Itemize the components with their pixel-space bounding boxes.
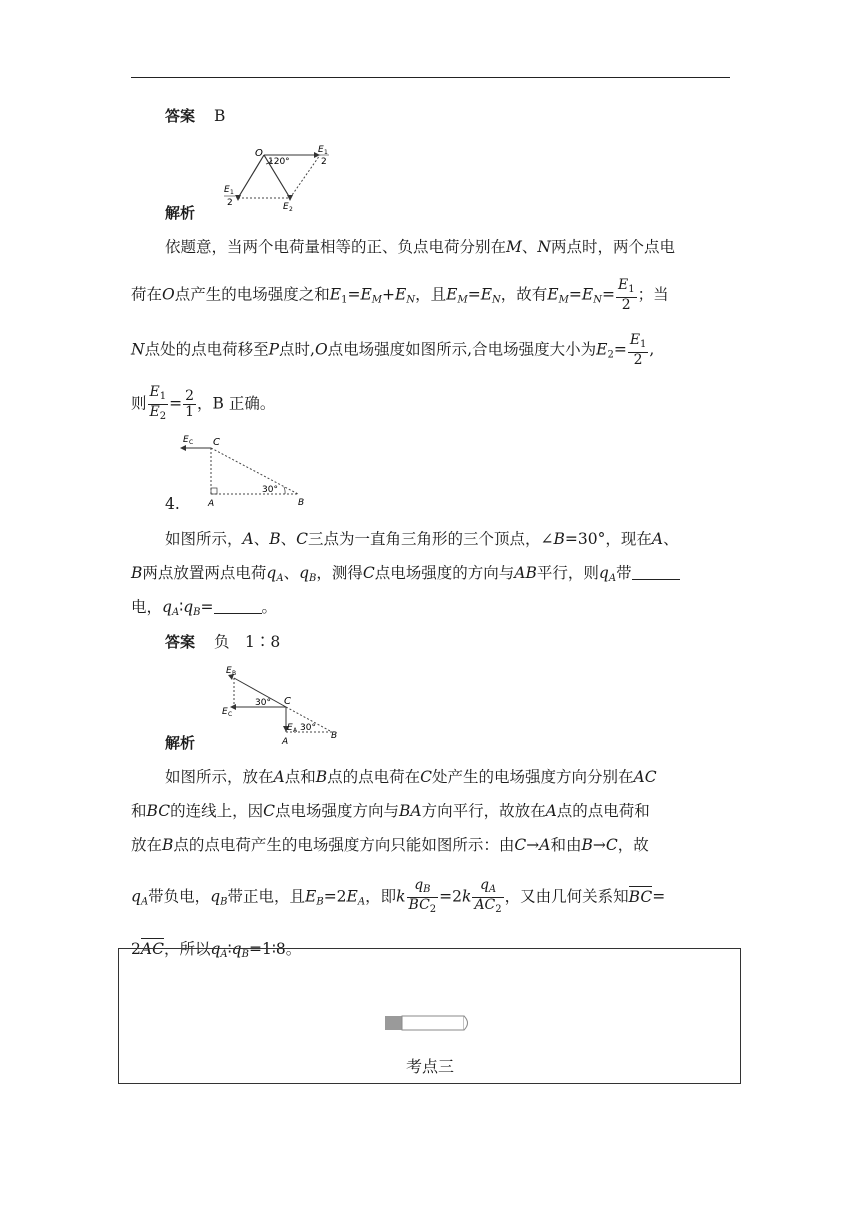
text: 点处的点电荷移至 (144, 340, 269, 359)
fraction-qa-over-ac2 (472, 878, 503, 917)
text: 带负电， (148, 887, 211, 906)
fig-label-e1-left: E (224, 185, 230, 195)
fig-label-c: C (213, 437, 220, 448)
number: 4. (165, 495, 180, 513)
num: 2 (185, 388, 195, 404)
var: C (605, 836, 618, 854)
var: BA (398, 802, 422, 820)
var: A (242, 530, 254, 548)
q3-paragraph-line-4 (131, 385, 275, 424)
var: E (346, 887, 358, 906)
sub: N (492, 294, 501, 306)
answer-label: 答案 (165, 633, 196, 651)
fig-label-a: A (208, 499, 215, 509)
section-title: 考点三 (405, 1057, 454, 1076)
text: ，故有 (500, 285, 548, 304)
text: 点和 (284, 768, 316, 786)
var: B (315, 768, 328, 786)
var-overline: AC (140, 940, 164, 958)
analysis-label-line (165, 733, 195, 753)
text: + (382, 285, 396, 304)
text: 三点为一直角三角形的三个顶点，∠ (308, 530, 554, 548)
q3-paragraph-line-3 (131, 333, 654, 368)
sub: 1 (341, 294, 348, 306)
var-p: P (268, 340, 280, 359)
var-e: E (395, 285, 407, 304)
sub: A (276, 573, 284, 584)
answer-line (165, 632, 280, 652)
sub: 1 (640, 339, 647, 350)
var: B (269, 530, 281, 548)
q4-stem-line-3 (131, 597, 277, 623)
analysis-label: 解析 (165, 734, 196, 752)
text: = (467, 285, 481, 304)
var: B (131, 564, 143, 582)
fig-label-angle-2: 30° (300, 723, 316, 733)
num: q (479, 877, 489, 893)
sub: B (220, 896, 228, 908)
text: 、 (280, 530, 297, 548)
var: BC (146, 802, 171, 820)
fig-label-b: B (298, 498, 305, 508)
var-m: M (506, 238, 522, 256)
fig-label-e1-top: E (318, 145, 324, 155)
var: q (162, 598, 172, 616)
sub: A (488, 884, 497, 895)
text: = (652, 887, 666, 906)
sub: N (593, 294, 602, 306)
var: AC (633, 768, 657, 786)
fig-label-a: A (282, 737, 289, 746)
var: C (514, 836, 527, 854)
num: q (414, 877, 424, 893)
var: A (651, 530, 664, 548)
fig-label-e1-left-sub: 1 (230, 189, 234, 196)
var-e: E (446, 285, 458, 304)
sub: 2 (607, 349, 614, 361)
fig-label-ec: E (183, 435, 189, 445)
text: 和由 (550, 836, 582, 854)
analysis-label-line (165, 203, 195, 223)
q4-analysis-line-1 (165, 767, 657, 787)
text: = (347, 285, 361, 304)
field-vector-figure (222, 142, 334, 214)
var-e: E (596, 340, 608, 359)
text: 荷在 (131, 285, 163, 304)
q4-analysis-line-4 (131, 878, 665, 917)
q3-paragraph-line-1 (165, 237, 675, 257)
sub: 1 (159, 391, 167, 402)
text: = (200, 598, 214, 616)
section-tag-icon (385, 1014, 471, 1032)
sub: B (309, 573, 317, 584)
text: =2 (439, 887, 463, 906)
var: B (162, 836, 174, 854)
var: k (396, 887, 406, 906)
sub: A (220, 949, 228, 960)
sub: M (371, 294, 383, 306)
var: A (545, 802, 557, 820)
var: q (231, 940, 242, 958)
num: E (629, 332, 641, 348)
sub: B (241, 949, 249, 960)
text: ，测得 (316, 564, 363, 582)
text: 点电场强度的方向与 (374, 564, 515, 582)
q4-analysis-line-2 (131, 801, 650, 821)
var-e: E (480, 285, 493, 304)
text: 的连线上，因 (170, 802, 264, 820)
text: 点时, (279, 340, 315, 359)
sub: A (140, 896, 149, 908)
var-o: O (314, 340, 328, 359)
var: A (273, 768, 285, 786)
text: = (613, 340, 627, 359)
text: ∶ (227, 940, 232, 958)
fraction-qb-over-bc2 (407, 878, 439, 917)
var: E (305, 887, 317, 906)
fraction-e1-over-2 (628, 333, 649, 368)
text: ∶ (179, 598, 184, 616)
answer-value: 负 1∶8 (213, 633, 281, 651)
q4-analysis-line-3 (131, 835, 649, 855)
text: → (526, 836, 540, 854)
fig-label-two-left: 2 (227, 198, 233, 208)
sub: B (193, 607, 201, 618)
text: 、 (253, 530, 270, 548)
fig-label-b: B (331, 731, 338, 741)
text: 、 (663, 530, 679, 548)
den: E (149, 404, 160, 420)
var: q (598, 564, 609, 582)
var-n: N (537, 238, 551, 256)
text: ，且 (415, 285, 447, 304)
fig-label-eb-sub: B (232, 670, 237, 677)
text: = (601, 285, 615, 304)
fig-label-c: C (284, 696, 291, 707)
sub: M (457, 294, 468, 306)
var-overline: BC (628, 887, 653, 906)
text: =1∶8。 (248, 940, 302, 958)
text: 处产生的电场强度方向分别在 (432, 768, 634, 786)
fig-label-two-top: 2 (321, 157, 327, 167)
var: q (183, 598, 194, 616)
text: 带 (616, 564, 632, 582)
den: 1 (185, 404, 195, 420)
sub: 2 (429, 904, 437, 915)
sub: N (406, 294, 416, 306)
var: C (362, 564, 375, 582)
var-e: E (329, 285, 342, 304)
text: , (649, 340, 655, 359)
text: 点产生的电场强度之和 (174, 285, 330, 304)
text: 依题意，当两个电荷量相等的正、负点电荷分别在 (165, 238, 507, 256)
header-rule (131, 77, 730, 78)
fig-label-angle: 120° (268, 157, 290, 167)
text: 、 (283, 564, 300, 582)
text: ，又由几何关系知 (504, 887, 629, 906)
text: ，所以 (163, 940, 211, 958)
text: ，故 (617, 836, 649, 854)
text: 点的点电荷和 (556, 802, 650, 820)
var-n: N (131, 340, 145, 359)
fraction-e1-over-e2 (148, 385, 169, 424)
q4-stem-line-1 (165, 529, 679, 549)
var: A (539, 836, 551, 854)
text: 点电场强度方向与 (274, 802, 399, 820)
fig-label-e2-sub: 2 (289, 206, 293, 213)
q4-stem-line-2 (131, 563, 680, 589)
fraction-2-over-1 (183, 389, 196, 420)
fig-label-ec-sub: C (189, 439, 194, 446)
fig-label-ec: E (222, 707, 228, 717)
sub: 1 (628, 284, 635, 295)
triangle-figure (178, 430, 312, 510)
var-e: E (360, 285, 372, 304)
fig-label-o: O (255, 148, 263, 159)
var-e: E (547, 285, 559, 304)
text: 放在 (131, 836, 163, 854)
text: 两点放置两点电荷 (142, 564, 267, 582)
sub: A (171, 607, 180, 618)
answer-line (165, 106, 225, 126)
field-direction-figure (220, 664, 344, 746)
text: = (169, 394, 183, 413)
sub: 2 (495, 904, 502, 915)
text: 点的点电荷产生的电场强度方向只能如图所示：由 (173, 836, 515, 854)
sub: A (357, 896, 366, 908)
fig-label-angle: 30° (262, 485, 278, 495)
den: 2 (633, 352, 643, 368)
var: q (266, 564, 277, 582)
fig-label-e1-top-sub: 1 (324, 149, 328, 156)
text: 两点时，两个点电 (550, 238, 675, 256)
answer-label: 答案 (165, 107, 196, 125)
text: 带正电，且 (227, 887, 305, 906)
var: B (553, 530, 565, 548)
text: 点电场强度如图所示,合电场强度大小为 (327, 340, 597, 359)
var: AB (514, 564, 537, 582)
fig-label-ea: E (287, 723, 293, 733)
num: E (149, 384, 160, 400)
text: 、 (521, 238, 538, 256)
var: C (263, 802, 275, 820)
q3-paragraph-line-2 (131, 278, 669, 313)
var: B (581, 836, 593, 854)
var: C (296, 530, 309, 548)
var: q (210, 887, 221, 906)
text: ；当 (637, 285, 669, 304)
text: 如图所示，放在 (165, 768, 274, 786)
fig-label-ea-sub: A (293, 727, 298, 734)
sub: A (608, 573, 617, 584)
blank-charge-ratio[interactable] (214, 599, 262, 614)
sub: 2 (159, 411, 167, 422)
blank-charge-sign[interactable] (632, 565, 680, 580)
sub: B (316, 896, 324, 908)
var: C (420, 768, 433, 786)
text: 方向平行，故放在 (421, 802, 546, 820)
text: 。 (261, 598, 278, 616)
var: q (210, 940, 221, 958)
fraction-e1-over-2 (616, 278, 637, 313)
text: 则 (131, 394, 147, 413)
text: 点的点电荷在 (327, 768, 421, 786)
text: 如图所示， (165, 530, 243, 548)
var: q (299, 564, 310, 582)
text: 电， (131, 598, 163, 616)
var: k (462, 887, 472, 906)
answer-value: B (213, 107, 226, 125)
sub: B (423, 884, 431, 895)
sub: M (558, 294, 569, 306)
text: 平行，则 (536, 564, 599, 582)
text: ，即 (365, 887, 397, 906)
fig-label-ec-sub: C (228, 711, 233, 718)
text: → (592, 836, 606, 854)
var-o: O (162, 285, 175, 304)
fig-label-angle-1: 30° (255, 698, 271, 708)
num: E (617, 277, 629, 293)
text: =2 (323, 887, 347, 906)
den: BC (408, 897, 430, 913)
den: AC (474, 897, 496, 913)
analysis-label: 解析 (165, 204, 196, 222)
fig-label-e2: E (283, 202, 289, 212)
text: =30°，现在 (564, 530, 652, 548)
var: q (131, 887, 141, 906)
den: 2 (621, 297, 631, 313)
text: 和 (131, 802, 147, 820)
question-number (165, 494, 180, 514)
text: ，B 正确。 (197, 394, 276, 413)
var-e: E (581, 285, 594, 304)
text: 2 (131, 940, 141, 958)
text: = (568, 285, 582, 304)
fig-label-eb: E (226, 666, 232, 676)
